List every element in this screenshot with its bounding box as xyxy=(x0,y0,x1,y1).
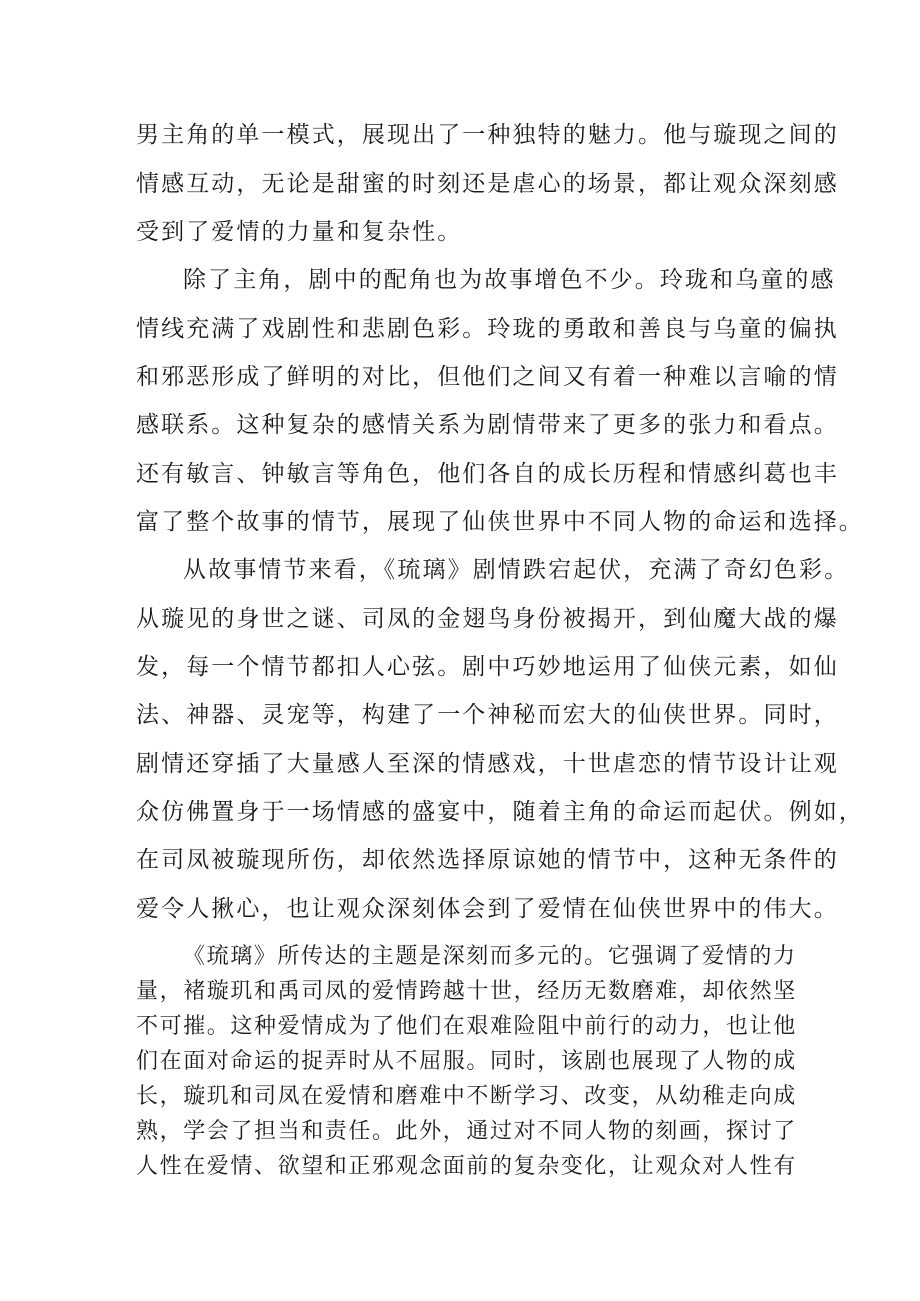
text-line: 人性在爱情、欲望和正邪观念面前的复杂变化，让观众对人性有 xyxy=(136,1154,797,1179)
text-line: 熟，学会了担当和责任。此外，通过对不同人物的刻画，探讨了 xyxy=(136,1119,797,1144)
text-line: 不可摧。这种爱情成为了他们在艰难险阻中前行的动力，也让他 xyxy=(136,1014,797,1039)
text-line: 情线充满了戏剧性和悲剧色彩。玲珑的勇敢和善良与乌童的偏执 xyxy=(136,316,839,342)
text-line: 们在面对命运的捉弄时从不屈服。同时，该剧也展现了人物的成 xyxy=(136,1049,797,1074)
text-line: 还有敏言、钟敏言等角色，他们各自的成长历程和情感纠葛也丰 xyxy=(136,461,839,487)
text-line: 《琉璃》所传达的主题是深刻而多元的。它强调了爱情的力 xyxy=(183,944,797,969)
text-line: 发，每一个情节都扣人心弦。剧中巧妙地运用了仙侠元素，如仙 xyxy=(136,654,839,680)
text-line: 众仿佛置身于一场情感的盛宴中，随着主角的命运而起伏。例如， xyxy=(136,799,864,825)
text-line: 爱令人揪心，也让观众深刻体会到了爱情在仙侠世界中的伟大。 xyxy=(136,896,839,922)
text-line: 和邪恶形成了鲜明的对比，但他们之间又有着一种难以言喻的情 xyxy=(136,364,839,390)
text-line: 受到了爱情的力量和复杂性。 xyxy=(136,219,463,245)
text-line: 从璇见的身世之谜、司凤的金翅鸟身份被揭开，到仙魔大战的爆 xyxy=(136,606,839,632)
text-line: 长，璇玑和司凤在爱情和磨难中不断学习、改变，从幼稚走向成 xyxy=(136,1084,797,1109)
text-line: 法、神器、灵宠等，构建了一个神秘而宏大的仙侠世界。同时， xyxy=(136,702,839,728)
text-line: 感联系。这种复杂的感情关系为剧情带来了更多的张力和看点。 xyxy=(136,412,839,438)
text-line: 富了整个故事的情节，展现了仙侠世界中不同人物的命运和选择。 xyxy=(136,509,864,535)
text-line: 从故事情节来看，《琉璃》剧情跌宕起伏，充满了奇幻色彩。 xyxy=(183,557,850,583)
text-line: 除了主角，剧中的配角也为故事增色不少。玲珑和乌童的感 xyxy=(183,267,836,293)
text-line: 剧情还穿插了大量感人至深的情感戏，十世虐恋的情节设计让观 xyxy=(136,751,839,777)
text-line: 男主角的单一模式，展现出了一种独特的魅力。他与璇现之间的 xyxy=(136,122,839,148)
text-line: 情感互动，无论是甜蜜的时刻还是虐心的场景，都让观众深刻感 xyxy=(136,171,839,197)
text-line: 在司凤被璇现所伤，却依然选择原谅她的情节中，这种无条件的 xyxy=(136,847,839,873)
text-line: 量，褚璇玑和禹司凤的爱情跨越十世，经历无数磨难，却依然坚 xyxy=(136,979,797,1004)
